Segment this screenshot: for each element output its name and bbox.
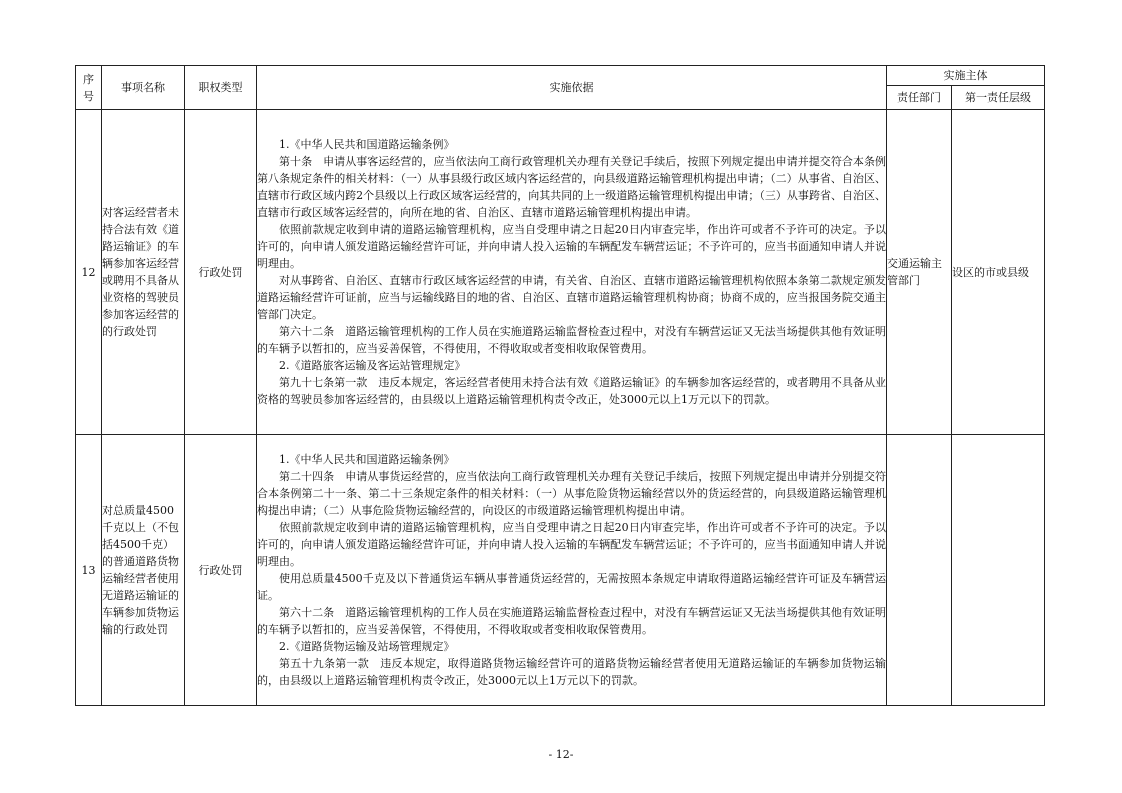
row-basis: [257, 110, 887, 435]
header-index: 序号: [76, 66, 102, 110]
table-row: [76, 435, 1045, 706]
header-subject: 实施主体: [887, 66, 1045, 86]
row-name: 对总质量4500千克以上（不包括4500千克）的普通道路货物运输经营者使用无道路运输证的车辆参加货物运输的行政处罚: [102, 435, 185, 706]
header-basis: 实施依据: [257, 66, 887, 110]
basis-paragraph: 第二十四条 申请从事货运经营的，应当依法向工商行政管理机关办理有关登记手续后，按照下列规定提出申请并分别提交符合本条例第二十一条、第二十三条规定条件的相关材料：（一）从事危险货物运输经营以外的货运经营的，向县级道路运输管理机构提出申请；（二）从事危险货物运输经营的，向设区的市级道路运输管理机构提出申请。: [257, 470, 886, 517]
basis-paragraph: 2.《道路旅客运输及客运站管理规定》: [279, 359, 466, 372]
header-level: 第一责任层级: [952, 86, 1045, 110]
basis-paragraph: 1.《中华人民共和国道路运输条例》: [279, 138, 455, 151]
row-name: 对客运经营者未持合法有效《道路运输证》的车辆参加客运经营或聘用不具备从业资格的驾驶员参加客运经营的的行政处罚: [102, 110, 185, 435]
basis-paragraph: 第六十二条 道路运输管理机构的工作人员在实施道路运输监督检查过程中，对没有车辆营运证又无法当场提供其他有效证明的车辆予以暂扣的，应当妥善保管，不得使用，不得收取或者变相收取保管费用。: [257, 325, 886, 355]
row-level: [952, 435, 1045, 706]
row-type: 行政处罚: [185, 110, 257, 435]
basis-paragraph: 依照前款规定收到申请的道路运输管理机构，应当自受理申请之日起20日内审查完毕，作出许可或者不予许可的决定。予以许可的，向申请人颁发道路运输经营许可证，并向申请人投入运输的车辆配发车辆营运证；不予许可的，应当书面通知申请人并说明理由。: [257, 521, 886, 568]
basis-paragraph: 第六十二条 道路运输管理机构的工作人员在实施道路运输监督检查过程中，对没有车辆营运证又无法当场提供其他有效证明的车辆予以暂扣的，应当妥善保管，不得使用，不得收取或者变相收取保管费用。: [257, 606, 886, 636]
header-dept: 责任部门: [887, 86, 952, 110]
row-type: 行政处罚: [185, 435, 257, 706]
basis-paragraph: 依照前款规定收到申请的道路运输管理机构，应当自受理申请之日起20日内审查完毕，作出许可或者不予许可的决定。予以许可的，向申请人颁发道路运输经营许可证，并向申请人投入运输的车辆配发车辆营运证；不予许可的，应当书面通知申请人并说明理由。: [257, 223, 886, 270]
row-dept: [887, 435, 952, 706]
row-basis: [257, 435, 887, 706]
authority-table: [75, 65, 1045, 706]
row-level: 设区的市或县级: [952, 110, 1045, 435]
basis-paragraph: 使用总质量4500千克及以下普通货运车辆从事普通货运经营的，无需按照本条规定申请取得道路运输经营许可证及车辆营运证。: [257, 572, 886, 602]
basis-paragraph: 第五十九条第一款 违反本规定，取得道路货物运输经营许可的道路货物运输经营者使用无道路运输证的车辆参加货物运输的，由县级以上道路运输管理机构责令改正，处3000元以上1万元以下的罚款。: [257, 657, 886, 687]
page-number: - 12-: [548, 748, 574, 761]
basis-paragraph: 第九十七条第一款 违反本规定，客运经营者使用未持合法有效《道路运输证》的车辆参加客运经营的，或者聘用不具备从业资格的驾驶员参加客运经营的，由县级以上道路运输管理机构责令改正，处3000元以上1万元以下的罚款。: [257, 376, 886, 406]
header-name: 事项名称: [102, 66, 185, 110]
header-type: 职权类型: [185, 66, 257, 110]
table-row: [76, 110, 1045, 435]
basis-paragraph: 第十条 申请从事客运经营的，应当依法向工商行政管理机关办理有关登记手续后，按照下列规定提出申请并提交符合本条例第八条规定条件的相关材料：（一）从事县级行政区域内客运经营的，向县级道路运输管理机构提出申请；（二）从事省、自治区、直辖市行政区域内跨2个县级以上行政区域客运经营的，向其共同的上一级道路运输管理机构提出申请；（三）从事跨省、自治区、直辖市行政区域客运经营的，向所在地的省、自治区、直辖市道路运输管理机构提出申请。: [257, 155, 886, 219]
basis-paragraph: 1.《中华人民共和国道路运输条例》: [279, 453, 455, 466]
row-index: 12: [76, 110, 102, 435]
basis-paragraph: 对从事跨省、自治区、直辖市行政区域客运经营的申请，有关省、自治区、直辖市道路运输管理机构依照本条第二款规定颁发道路运输经营许可证前，应当与运输线路目的地的省、自治区、直辖市道路运输管理机构协商；协商不成的，应当报国务院交通主管部门决定。: [257, 274, 886, 321]
row-index: 13: [76, 435, 102, 706]
basis-paragraph: 2.《道路货物运输及站场管理规定》: [279, 640, 455, 653]
row-dept: 交通运输主管部门: [887, 110, 952, 435]
